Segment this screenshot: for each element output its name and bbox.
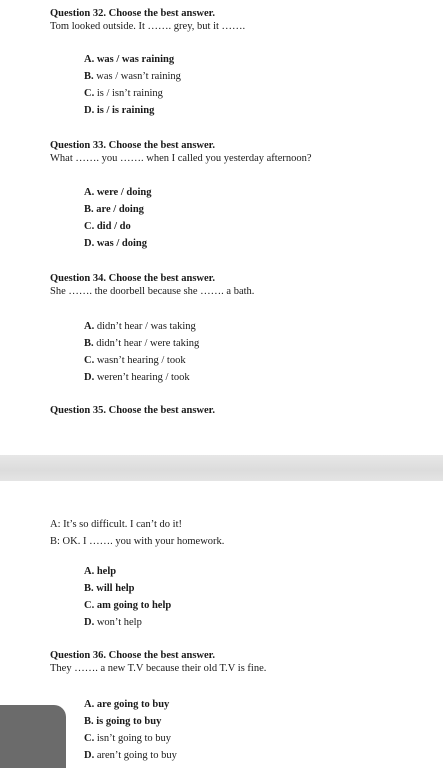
question-stem: What ……. you ……. when I called you yesterday afternoon? [50, 153, 312, 164]
question-stem: They ……. a new T.V because their old T.V is fine. [50, 663, 267, 674]
option-d[interactable]: D. weren’t hearing / took [84, 372, 190, 383]
option-b[interactable]: B. was / wasn’t raining [84, 71, 181, 82]
corner-overlay-shape [0, 705, 66, 768]
option-b[interactable]: B. are / doing [84, 204, 144, 215]
question-33 [50, 139, 312, 165]
dialog-line-a: A: It’s so difficult. I can’t do it! [50, 519, 183, 530]
question-36 [50, 649, 266, 675]
question-35-dialog [50, 516, 224, 550]
option-d[interactable]: D. won’t help [84, 617, 142, 628]
option-c[interactable]: C. did / do [84, 221, 131, 232]
option-d[interactable]: D. aren’t going to buy [84, 750, 177, 761]
option-d[interactable]: D. is / is raining [84, 105, 155, 116]
question-33-options [84, 184, 151, 252]
question-title: Question 36. Choose the best answer. [50, 650, 215, 661]
question-32 [50, 7, 245, 33]
option-b[interactable]: B. is going to buy [84, 716, 162, 727]
question-34-options [84, 318, 199, 386]
option-c[interactable]: C. wasn’t hearing / took [84, 355, 186, 366]
question-title: Question 33. Choose the best answer. [50, 140, 215, 151]
option-a[interactable]: A. help [84, 566, 117, 577]
dialog-line-b: B: OK. I ……. you with your homework. [50, 536, 225, 547]
question-34 [50, 272, 254, 298]
option-b[interactable]: B. didn’t hear / were taking [84, 338, 200, 349]
question-title: Question 35. Choose the best answer. [50, 405, 215, 416]
option-c[interactable]: C. isn’t going to buy [84, 733, 172, 744]
option-a[interactable]: A. didn’t hear / was taking [84, 321, 196, 332]
option-a[interactable]: A. was / was raining [84, 54, 175, 65]
question-35-options [84, 563, 171, 631]
question-36-options [84, 696, 177, 764]
question-32-options [84, 51, 181, 119]
question-title: Question 32. Choose the best answer. [50, 8, 215, 19]
question-stem: Tom looked outside. It ……. grey, but it ……. [50, 21, 246, 32]
option-a[interactable]: A. were / doing [84, 187, 152, 198]
option-d[interactable]: D. was / doing [84, 238, 148, 249]
option-c[interactable]: C. am going to help [84, 600, 172, 611]
question-stem: She ……. the doorbell because she ……. a bath. [50, 286, 255, 297]
option-b[interactable]: B. will help [84, 583, 135, 594]
option-c[interactable]: C. is / isn’t raining [84, 88, 163, 99]
option-a[interactable]: A. are going to buy [84, 699, 170, 710]
question-title: Question 34. Choose the best answer. [50, 273, 215, 284]
question-35 [50, 404, 215, 417]
page-separator [0, 455, 443, 481]
